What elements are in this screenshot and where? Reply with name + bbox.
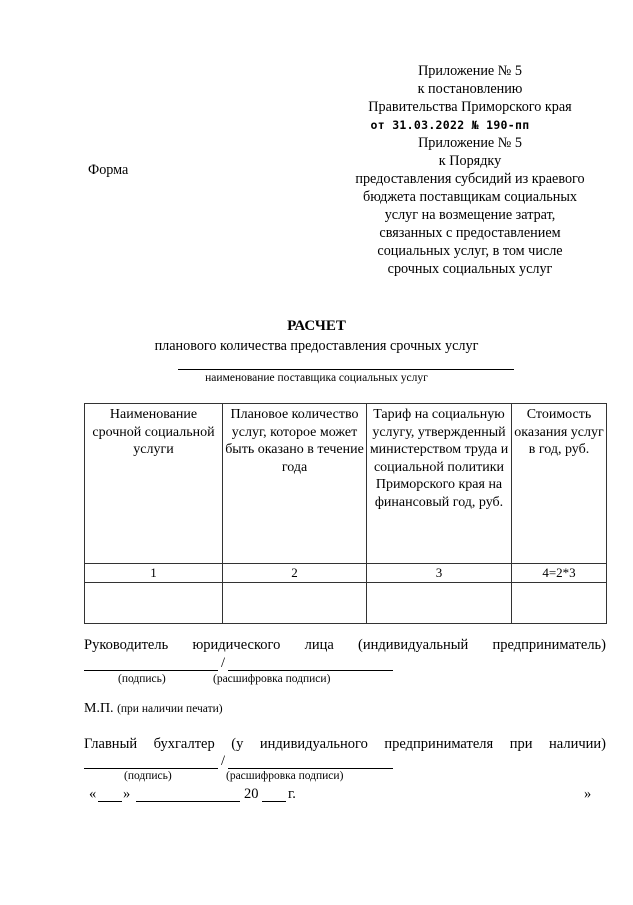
form-label: Форма [88,162,129,178]
header-line: срочных социальных услуг [387,261,553,277]
slash-separator: / [221,753,226,769]
date-year-line[interactable] [262,801,286,802]
appendix-header [330,62,610,278]
document-subtitle: планового количества предоставления срочных услуг [154,338,479,354]
header-cell-planned-quantity: Плановое количество услуг, которое может быть оказано в течение года [223,404,367,564]
table-cell[interactable] [85,582,223,623]
stamp-place [84,701,223,717]
date-close-quote: » [123,786,131,802]
slash-separator: / [221,655,226,671]
accountant-signature-line[interactable] [84,768,218,769]
header-line: бюджета поставщикам социальных [363,189,577,205]
accountant-decode-line[interactable] [228,768,393,769]
year-suffix: г. [288,786,296,802]
column-number: 3 [367,564,512,583]
head-signature-label: Руководитель юридического лица (индивидуальный предприниматель) [84,637,606,653]
header-line: услуг на возмещение затрат, [384,207,556,223]
decode-caption: (расшифровка подписи) [226,770,344,782]
header-line: к постановлению [417,81,523,97]
header-line: Правительства Приморского края [368,99,572,115]
header-cell-annual-cost: Стоимость оказания услуг в год, руб. [512,404,607,564]
header-line: Приложение № 5 [418,63,522,79]
header-line: Приложение № 5 [418,135,522,151]
header-cell-service-name: Наименование срочной социальной услуги [85,404,223,564]
date-day-line[interactable] [98,801,122,802]
header-line: к Порядку [438,153,502,169]
head-signature-line[interactable] [84,670,218,671]
column-number: 4=2*3 [512,564,607,583]
accountant-signature-label: Главный бухгалтер (у индивидуального предпринимателя при наличии) [84,736,606,752]
table-number-row [85,564,607,583]
sign-caption: (подпись) [124,770,172,782]
table-cell[interactable] [367,582,512,623]
sign-caption: (подпись) [118,673,166,685]
table-cell[interactable] [223,582,367,623]
head-decode-line[interactable] [228,670,393,671]
header-line: предоставления субсидий из краевого [355,171,585,187]
table-header-row [85,404,607,564]
header-line: связанных с предоставлением [379,225,561,241]
date-month-line[interactable] [136,801,240,802]
table-row [85,582,607,623]
calculation-table [84,403,607,624]
provider-caption: наименование поставщика социальных услуг [205,372,428,384]
header-cell-tariff: Тариф на социальную услугу, утвержденный министерством труда и социальной политики Приморского края на финансовый год, руб. [367,404,512,564]
provider-name-line [178,369,514,370]
mp-label: М.П. [84,701,114,716]
date-open-quote: « [89,786,97,802]
column-number: 2 [223,564,367,583]
mp-note: (при наличии печати) [117,703,223,715]
end-quote: » [584,786,592,802]
decode-caption: (расшифровка подписи) [213,673,331,685]
document-title: РАСЧЕТ [287,318,346,334]
year-prefix: 20 [244,786,259,802]
column-number: 1 [85,564,223,583]
header-line: социальных услуг, в том числе [377,243,563,259]
resolution-stamp: от 31.03.2022 № 190-пп [370,118,530,132]
table-cell[interactable] [512,582,607,623]
